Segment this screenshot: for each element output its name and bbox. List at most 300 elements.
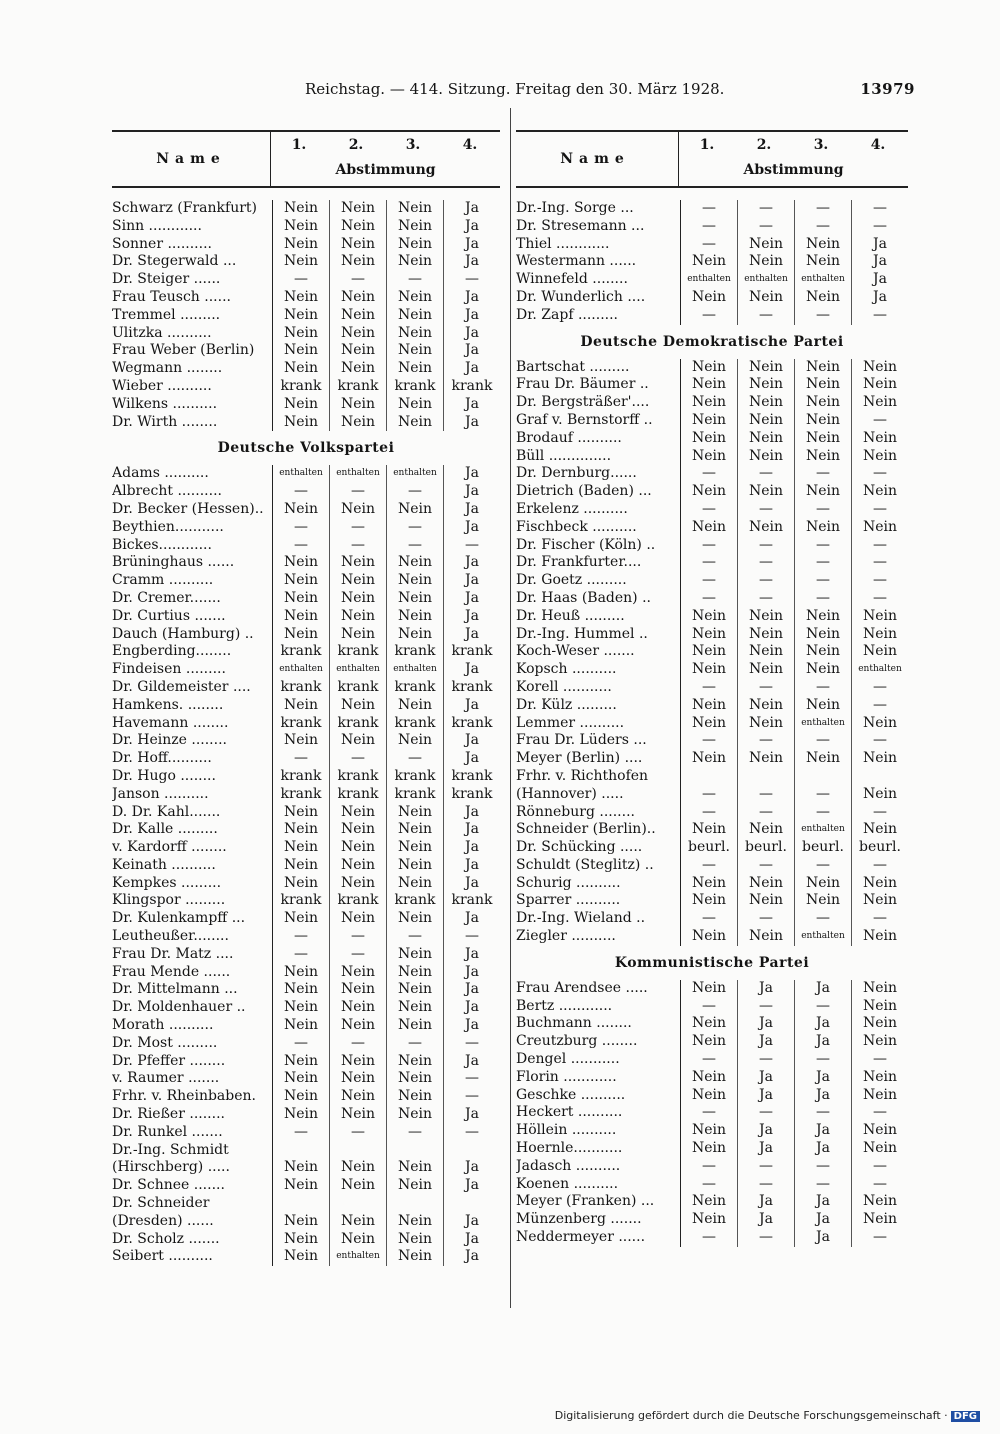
table-row (112, 857, 500, 875)
vote-cell-2: Nein (330, 501, 387, 519)
vote-cell-4: — (852, 554, 909, 572)
vote-cell-4: Ja (444, 750, 501, 768)
vote-cell-4: Ja (444, 360, 501, 378)
name-header: Name (560, 151, 630, 167)
vote-cell-3: Nein (387, 200, 444, 218)
vote-cell-3: Nein (387, 1159, 444, 1177)
vote-cell-2: Nein (738, 928, 795, 946)
member-name: Rönneburg ........ (516, 803, 635, 820)
vote-cell-3: Nein (387, 839, 444, 857)
vote-cell-1: Nein (273, 572, 330, 590)
vote-cell-2: beurl. (738, 839, 795, 857)
vote-cell-3: Nein (387, 396, 444, 414)
vote-cell-2: Nein (330, 1088, 387, 1106)
table-row (516, 200, 908, 218)
vote-cell-4: — (852, 1176, 909, 1194)
vote-cell-4: Nein (852, 1193, 909, 1211)
vote-cell-4: krank (444, 679, 501, 697)
vote-cell-2: Ja (738, 1122, 795, 1140)
vote-cell-2: Nein (330, 697, 387, 715)
table-header (516, 130, 908, 188)
member-name: Frau Weber (Berlin) (112, 342, 255, 359)
vote-cell-2: Nein (330, 554, 387, 572)
vote-cell-2: Nein (330, 608, 387, 626)
table-row (112, 1177, 500, 1195)
vote-cell-2: Nein (738, 892, 795, 910)
member-name: Wegmann ........ (112, 360, 223, 377)
vote-cell-2: — (330, 1124, 387, 1142)
vote-cell-2: Nein (330, 590, 387, 608)
vote-cell-2: Nein (330, 289, 387, 307)
vote-cell-2: — (738, 1158, 795, 1176)
vote-header (270, 132, 500, 186)
vote-cell-1: — (681, 786, 738, 804)
vote-cell-1: Nein (273, 1231, 330, 1249)
member-name: Dr. Gildemeister .... (112, 678, 251, 695)
table-row (516, 875, 908, 893)
vote-cell-2: krank (330, 715, 387, 733)
vote-cell-3: — (795, 1104, 852, 1122)
vote-cell-4: — (852, 697, 909, 715)
member-name: Thiel ............ (516, 235, 610, 252)
vote-cell-3: Nein (795, 519, 852, 537)
page-header (110, 80, 915, 104)
vote-cell-4: — (852, 857, 909, 875)
vote-cell-4: — (852, 200, 909, 218)
vote-cell-4: Ja (444, 289, 501, 307)
vote-cell-2: Nein (330, 1053, 387, 1071)
table-row (112, 928, 500, 946)
vote-cell-2: Ja (738, 1211, 795, 1229)
table-row (516, 1051, 908, 1069)
vote-cell-3: Ja (795, 1069, 852, 1087)
member-name: Ulitzka .......... (112, 324, 212, 341)
vote-cell-3: Nein (387, 821, 444, 839)
table-row (112, 679, 500, 697)
vote-cell-1: Nein (273, 200, 330, 218)
member-name: Dr. Rießer ........ (112, 1106, 225, 1123)
table-row (516, 679, 908, 697)
vote-cell-3: Nein (387, 1017, 444, 1035)
member-name: Florin ............ (516, 1068, 617, 1085)
vote-cell-3: — (795, 1158, 852, 1176)
vote-cell-1: — (681, 307, 738, 325)
vote-cell-1: Nein (273, 414, 330, 432)
member-name: D. Dr. Kahl....... (112, 803, 221, 820)
table-row (516, 750, 908, 768)
vote-cell-3: Nein (387, 253, 444, 271)
member-name: Dr. Fischer (Köln) .. (516, 536, 656, 553)
vote-cell-2: — (738, 572, 795, 590)
table-row (516, 253, 908, 271)
vote-cell-1: Nein (681, 394, 738, 412)
vote-cell-1: — (681, 1176, 738, 1194)
member-name: Tremmel ......... (112, 306, 221, 323)
vote-cell-2: Nein (738, 253, 795, 271)
member-name: Dr. Curtius ....... (112, 607, 226, 624)
member-name: Dr. Wunderlich .... (516, 288, 646, 305)
vote-cell-1: Nein (681, 626, 738, 644)
table-row (112, 1195, 500, 1213)
vote-cell-4: — (444, 1088, 501, 1106)
vote-cell-3: Nein (795, 643, 852, 661)
vote-cell-2: Nein (738, 697, 795, 715)
vote-cell-4: Ja (444, 501, 501, 519)
vote-cell-2: Nein (738, 643, 795, 661)
member-name: Dr.-Ing. Sorge ... (516, 200, 634, 216)
vote-cell-4: Ja (444, 946, 501, 964)
page-number: 13979 (860, 80, 915, 98)
vote-cell-2: — (330, 537, 387, 555)
table-row (516, 768, 908, 786)
member-name: Dr. Wirth ........ (112, 413, 218, 430)
vote-cell-1: Nein (273, 999, 330, 1017)
vote-cell-1: Nein (681, 608, 738, 626)
member-name: Morath .......... (112, 1017, 214, 1034)
table-row (112, 554, 500, 572)
table-row (516, 1015, 908, 1033)
vote-cell-3: Nein (387, 1088, 444, 1106)
section-heading: Kommunistische Partei (614, 954, 810, 971)
vote-cell-2: krank (330, 786, 387, 804)
vote-cell-1: Nein (681, 1033, 738, 1051)
vote-cell-2: — (738, 554, 795, 572)
vote-cell-4: Ja (444, 465, 501, 483)
table-row (516, 1033, 908, 1051)
vote-cell-3: Nein (387, 857, 444, 875)
vote-cell-3: Ja (795, 1033, 852, 1051)
vote-cell-2: Nein (738, 394, 795, 412)
vote-table (112, 465, 500, 1266)
vote-cell-4: Nein (852, 875, 909, 893)
member-name: (Hannover) ..... (516, 785, 624, 802)
member-name: v. Raumer ....... (112, 1070, 220, 1087)
vote-cell-2: Nein (330, 857, 387, 875)
vote-cell-3: enthalten (795, 928, 852, 946)
vote-cell-4: Ja (444, 1177, 501, 1195)
vote-cell-1: Nein (273, 1177, 330, 1195)
vote-cell-3: Nein (387, 325, 444, 343)
vote-cell-3: — (795, 857, 852, 875)
vote-cell-3: enthalten (795, 271, 852, 289)
table-row (112, 325, 500, 343)
abstimmung-label: Abstimmung (743, 162, 844, 178)
vote-cell-3: Nein (387, 1106, 444, 1124)
vote-cell-3: Ja (795, 1229, 852, 1247)
vote-cell-1: Nein (273, 964, 330, 982)
vote-cell-4: Ja (444, 414, 501, 432)
vote-cell-1: krank (273, 715, 330, 733)
vote-cell-2: enthalten (330, 1248, 387, 1266)
vote-cell-1: — (273, 750, 330, 768)
vote-cell-2: Nein (330, 1106, 387, 1124)
member-name: Dr. Dernburg...... (516, 465, 637, 482)
table-row (516, 643, 908, 661)
vote-cell-4: — (852, 679, 909, 697)
vote-cell-1: Nein (273, 218, 330, 236)
member-name: Frhr. v. Rheinbaben. (112, 1088, 256, 1105)
vote-cell-3: — (795, 218, 852, 236)
member-name: Korell ........... (516, 678, 612, 695)
member-name: Koenen .......... (516, 1175, 619, 1192)
vote-cell-1: — (273, 483, 330, 501)
vote-cell-3: Nein (387, 608, 444, 626)
member-name: Dr. Frankfurter.... (516, 554, 642, 571)
vote-cell-2: — (738, 910, 795, 928)
vote-cell-1: krank (273, 786, 330, 804)
vote-cell-4: — (852, 1229, 909, 1247)
table-row (112, 1106, 500, 1124)
vote-cell-4: krank (444, 715, 501, 733)
vote-cell-4: Ja (444, 999, 501, 1017)
vote-cell-3: — (795, 679, 852, 697)
member-name: Janson .......... (112, 785, 209, 802)
table-row (112, 396, 500, 414)
vote-cell-2: Nein (738, 430, 795, 448)
table-row (112, 537, 500, 555)
vote-cell-1: — (681, 537, 738, 555)
member-name: Frau Mende ...... (112, 963, 231, 980)
vote-cell-1: krank (273, 679, 330, 697)
table-row (516, 448, 908, 466)
table-row (516, 289, 908, 307)
member-name: Seibert .......... (112, 1248, 213, 1265)
table-row (112, 572, 500, 590)
vote-table (516, 200, 908, 325)
vote-cell-1: Nein (273, 732, 330, 750)
vote-cell-3: Nein (387, 964, 444, 982)
member-name: Schurig .......... (516, 874, 621, 891)
vote-cell-2: Nein (330, 342, 387, 360)
vote-number-3: 3. (405, 137, 421, 153)
vote-cell-2: — (738, 465, 795, 483)
vote-cell-2: Nein (330, 981, 387, 999)
vote-cell-4: Nein (852, 928, 909, 946)
table-row (516, 804, 908, 822)
vote-cell-2: — (738, 732, 795, 750)
vote-cell-2: Nein (330, 732, 387, 750)
vote-cell-4: Ja (444, 1248, 501, 1266)
table-row (112, 236, 500, 254)
member-name: Adams .......... (112, 465, 209, 482)
table-row (112, 483, 500, 501)
table-row (112, 307, 500, 325)
vote-cell-4: Nein (852, 1033, 909, 1051)
vote-cell-2: krank (330, 892, 387, 910)
vote-cell-2: Nein (330, 572, 387, 590)
vote-cell-4: Ja (444, 857, 501, 875)
member-name: Albrecht .......... (112, 483, 222, 500)
vote-cell-4: — (852, 412, 909, 430)
table-row (516, 732, 908, 750)
vote-cell-2: Nein (330, 910, 387, 928)
vote-cell-1: Nein (273, 1106, 330, 1124)
vote-cell-1: Nein (681, 1193, 738, 1211)
table-row (112, 875, 500, 893)
member-name: Graf v. Bernstorff .. (516, 411, 653, 428)
vote-cell-4: Ja (444, 626, 501, 644)
vote-cell-1: Nein (273, 325, 330, 343)
vote-cell-3: Nein (387, 342, 444, 360)
table-row (516, 980, 908, 998)
vote-cell-3: Nein (387, 946, 444, 964)
vote-cell-3: Nein (387, 554, 444, 572)
member-name: Dr. Schneider (112, 1195, 210, 1212)
vote-cell-2: — (738, 1229, 795, 1247)
vote-cell-3: Nein (795, 359, 852, 377)
vote-cell-1: — (681, 857, 738, 875)
vote-cell-4: Ja (444, 910, 501, 928)
member-name: Dr. Stegerwald ... (112, 253, 237, 270)
vote-cell-3: Nein (795, 626, 852, 644)
member-name: Dr. Heuß ......... (516, 607, 625, 624)
table-row (112, 1213, 500, 1231)
vote-cell-2: Nein (330, 396, 387, 414)
vote-cell-1: krank (273, 643, 330, 661)
vote-cell-3: krank (387, 643, 444, 661)
member-name: Dr. Hoff.......... (112, 750, 212, 767)
table-row (516, 537, 908, 555)
vote-cell-2: Nein (738, 750, 795, 768)
member-name: Dr. Most ......... (112, 1034, 218, 1051)
vote-cell-1: Nein (273, 1070, 330, 1088)
vote-cell-1: — (273, 537, 330, 555)
vote-cell-4: beurl. (852, 839, 909, 857)
name-header: Name (156, 151, 226, 167)
vote-cell-4: Ja (444, 1106, 501, 1124)
vote-cell-3: Nein (387, 218, 444, 236)
vote-cell-3: — (387, 1124, 444, 1142)
vote-cell-4: Ja (444, 342, 501, 360)
vote-cell-4: Nein (852, 1122, 909, 1140)
vote-cell-2: — (738, 679, 795, 697)
table-row (516, 554, 908, 572)
vote-cell-4: Nein (852, 715, 909, 733)
vote-cell-4: Ja (444, 572, 501, 590)
vote-cell-3: — (387, 271, 444, 289)
vote-cell-1: krank (273, 768, 330, 786)
vote-cell-2: Nein (330, 1159, 387, 1177)
vote-cell-2: Nein (738, 483, 795, 501)
table-row (112, 1088, 500, 1106)
vote-cell-4: — (852, 307, 909, 325)
vote-cell-3: — (387, 1035, 444, 1053)
table-row (112, 643, 500, 661)
vote-cell-2: Nein (330, 1070, 387, 1088)
member-name: Sinn ............ (112, 217, 202, 234)
member-name: Frau Teusch ...... (112, 288, 231, 305)
vote-cell-3: — (795, 465, 852, 483)
vote-cell-1 (273, 1142, 330, 1160)
vote-cell-2: — (738, 537, 795, 555)
vote-number-2: 2. (348, 137, 364, 153)
table-row (516, 501, 908, 519)
vote-cell-1: Nein (273, 839, 330, 857)
vote-cell-3: enthalten (387, 661, 444, 679)
vote-cell-2: enthalten (330, 661, 387, 679)
vote-cell-3: enthalten (795, 821, 852, 839)
table-row (112, 981, 500, 999)
vote-cell-4: Ja (444, 821, 501, 839)
member-name: Dr. Stresemann ... (516, 217, 645, 234)
vote-cell-3: Nein (795, 483, 852, 501)
vote-cell-3: Nein (795, 376, 852, 394)
member-name: Dauch (Hamburg) .. (112, 625, 254, 642)
table-row (516, 839, 908, 857)
vote-cell-4: — (444, 1035, 501, 1053)
member-name: Kopsch .......... (516, 661, 617, 678)
member-name: Dr. Schnee ....... (112, 1177, 225, 1194)
vote-cell-1: Nein (681, 1069, 738, 1087)
table-row (112, 1053, 500, 1071)
vote-number-4: 4. (462, 137, 478, 153)
member-name: Frhr. v. Richthofen (516, 767, 649, 784)
member-name: Hamkens. ........ (112, 696, 224, 713)
table-row (112, 1070, 500, 1088)
table-row (516, 1176, 908, 1194)
table-row (516, 928, 908, 946)
vote-cell-2: Nein (330, 360, 387, 378)
vote-number-3: 3. (813, 137, 829, 153)
vote-cell-3: Nein (387, 1053, 444, 1071)
member-name: Dietrich (Baden) ... (516, 483, 652, 500)
vote-cell-1 (273, 1195, 330, 1213)
member-name: Wilkens .......... (112, 395, 218, 412)
member-name: Dr. Scholz ....... (112, 1230, 220, 1247)
member-name: Dr. Hugo ........ (112, 767, 216, 784)
vote-cell-1: Nein (681, 1211, 738, 1229)
vote-cell-2: Nein (738, 412, 795, 430)
vote-cell-1: Nein (273, 981, 330, 999)
vote-cell-4: — (444, 928, 501, 946)
vote-cell-3: Nein (795, 892, 852, 910)
table-row (516, 1104, 908, 1122)
vote-cell-3: — (795, 590, 852, 608)
vote-cell-4: Ja (444, 590, 501, 608)
vote-cell-4: — (444, 1070, 501, 1088)
vote-cell-1: — (681, 1229, 738, 1247)
table-row (516, 1193, 908, 1211)
member-name: (Hirschberg) ..... (112, 1159, 230, 1176)
vote-cell-4: Ja (444, 964, 501, 982)
vote-cell-3: Nein (387, 572, 444, 590)
table-row (516, 412, 908, 430)
vote-cell-2: Nein (330, 804, 387, 822)
vote-cell-1: — (273, 946, 330, 964)
table-row (112, 200, 500, 218)
vote-cell-1: — (681, 554, 738, 572)
vote-table (112, 200, 500, 431)
vote-cell-3: Nein (795, 750, 852, 768)
vote-cell-4: Ja (444, 608, 501, 626)
table-row (112, 218, 500, 236)
vote-cell-3: krank (387, 715, 444, 733)
section-heading: Deutsche Demokratische Partei (580, 333, 844, 350)
vote-cell-1: Nein (273, 360, 330, 378)
vote-cell-1: Nein (681, 821, 738, 839)
table-row (112, 1017, 500, 1035)
vote-cell-2: — (738, 1176, 795, 1194)
member-name: Höllein .......... (516, 1122, 617, 1139)
vote-number-2: 2. (756, 137, 772, 153)
vote-cell-3: Nein (387, 1231, 444, 1249)
vote-cell-4: Ja (852, 253, 909, 271)
vote-cell-4: krank (444, 786, 501, 804)
member-name: Bertz ............ (516, 997, 613, 1014)
vote-cell-1: Nein (273, 1017, 330, 1035)
member-name: Dr. Moldenhauer .. (112, 999, 246, 1016)
vote-cell-2: Nein (330, 821, 387, 839)
